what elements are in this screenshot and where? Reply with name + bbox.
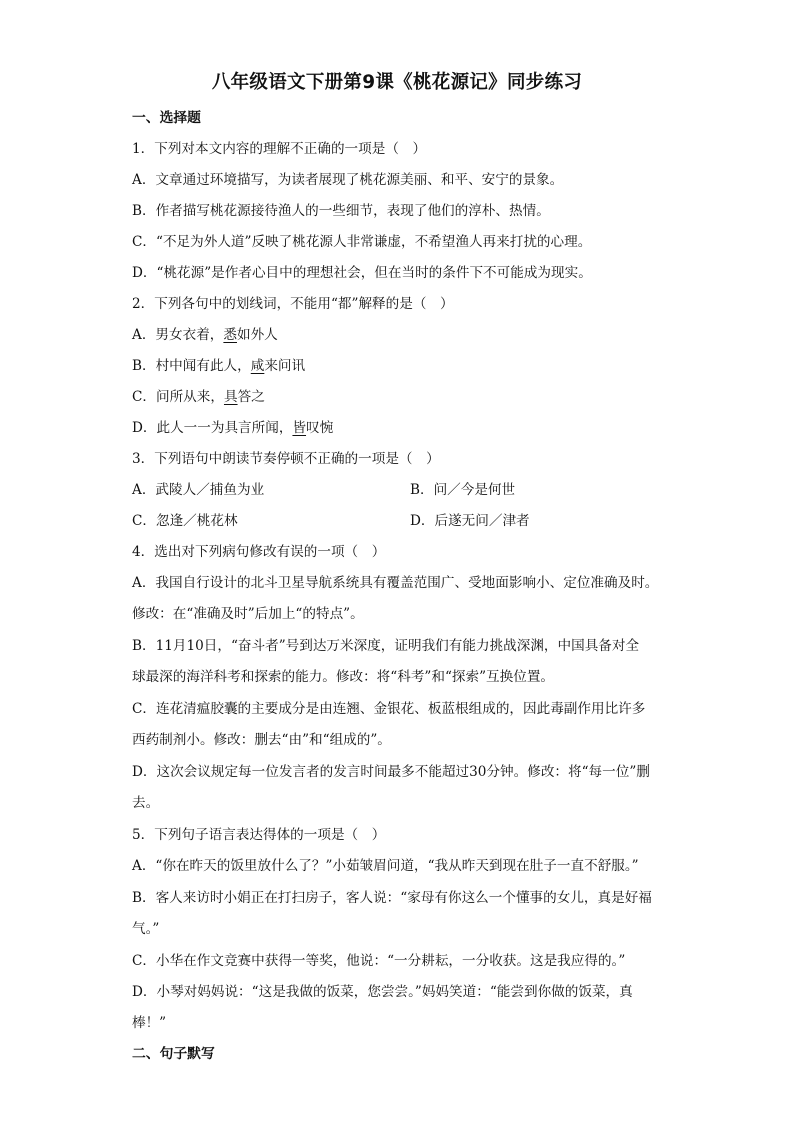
q4-option-a-line2: 修改：在“准确及时”后加上“的特点”。 (132, 606, 364, 622)
q2-stem: 2．下列各句中的划线词，不能用“都”解释的是（ ） (132, 296, 454, 312)
section-heading-choice: 一、选择题 (132, 110, 201, 126)
q3-option-b: B．问／今是何世 (410, 482, 516, 498)
q5-stem: 5．下列句子语言表达得体的一项是（ ） (132, 827, 386, 843)
q5-option-b-line1: B．客人来访时小娟正在打扫房子，客人说：“家母有你这么一个懂事的女儿，真是好福 (132, 890, 652, 906)
q2-option-c: C．问所从来，具答之 (132, 389, 265, 405)
q4-stem: 4．选出对下列病句修改有误的一项（ ） (132, 544, 386, 560)
q1-stem: 1．下列对本文内容的理解不正确的一项是（ ） (132, 141, 427, 157)
q4-option-d-line1: D．这次会议规定每一位发言者的发言时间最多不能超过30分钟。修改：将“每一位”删 (132, 764, 650, 780)
q3-option-d: D．后遂无问／津者 (410, 513, 530, 529)
section-heading-dictation: 二、句子默写 (132, 1046, 215, 1062)
q4-option-c-line2: 西药制剂小。修改：删去“由”和“组成的”。 (132, 732, 391, 748)
underlined-word: 具 (223, 389, 238, 405)
q4-option-c-line1: C．连花清瘟胶囊的主要成分是由连翘、金银花、板蓝根组成的，因此毒副作用比许多 (132, 701, 646, 717)
q4-option-d-line2: 去。 (132, 795, 160, 811)
q4-option-b-line1: B．11月10日，“奋斗者”号到达万米深度，证明我们有能力挑战深渊，中国具备对全 (132, 638, 640, 654)
underlined-word: 悉 (223, 327, 237, 343)
q4-option-a-line1: A．我国自行设计的北斗卫星导航系统具有覆盖范围广、受地面影响小、定位准确及时。 (132, 575, 659, 591)
q1-option-c: C．“不足为外人道”反映了桃花源人非常谦虚，不希望渔人再来打扰的心理。 (132, 234, 592, 250)
q1-option-a: A．文章通过环境描写，为读者展现了桃花源美丽、和平、安宁的景象。 (132, 172, 564, 188)
page-title: 八年级语文下册第9课《桃花源记》同步练习 (211, 72, 583, 93)
q5-option-b-line2: 气。” (132, 921, 160, 937)
q2-option-a: A．男女衣着，悉如外人 (132, 327, 278, 343)
q1-option-b: B．作者描写桃花源接待渔人的一些细节，表现了他们的淳朴、热情。 (132, 203, 550, 219)
q5-option-a: A．“你在昨天的饭里放什么了？”小茹皱眉问道，“我从昨天到现在肚子一直不舒服。” (132, 858, 639, 874)
q5-option-c: C．小华在作文竞赛中获得一等奖，他说：“一分耕耘，一分收获。这是我应得的。” (132, 953, 626, 969)
q5-option-d-line2: 棒！” (132, 1015, 167, 1031)
q3-option-c: C．忽逢／桃花林 (132, 513, 238, 529)
q3-stem: 3．下列语句中朗读节奏停顿不正确的一项是（ ） (132, 451, 440, 467)
underlined-word: 咸 (250, 358, 265, 374)
q4-option-b-line2: 球最深的海洋科考和探索的能力。修改：将“科考”和“探索”互换位置。 (132, 669, 555, 685)
q1-option-d: D．“桃花源”是作者心目中的理想社会，但在当时的条件下不可能成为现实。 (132, 265, 592, 281)
underlined-word: 皆 (292, 420, 307, 436)
q3-option-a: A．武陵人／捕鱼为业 (132, 482, 265, 498)
q2-option-d: D．此人一一为具言所闻，皆叹惋 (132, 420, 334, 436)
q2-option-b: B．村中闻有此人，咸来问讯 (132, 358, 306, 374)
q5-option-d-line1: D．小琴对妈妈说：“这是我做的饭菜，您尝尝。”妈妈笑道：“能尝到你做的饭菜，真 (132, 984, 633, 1000)
